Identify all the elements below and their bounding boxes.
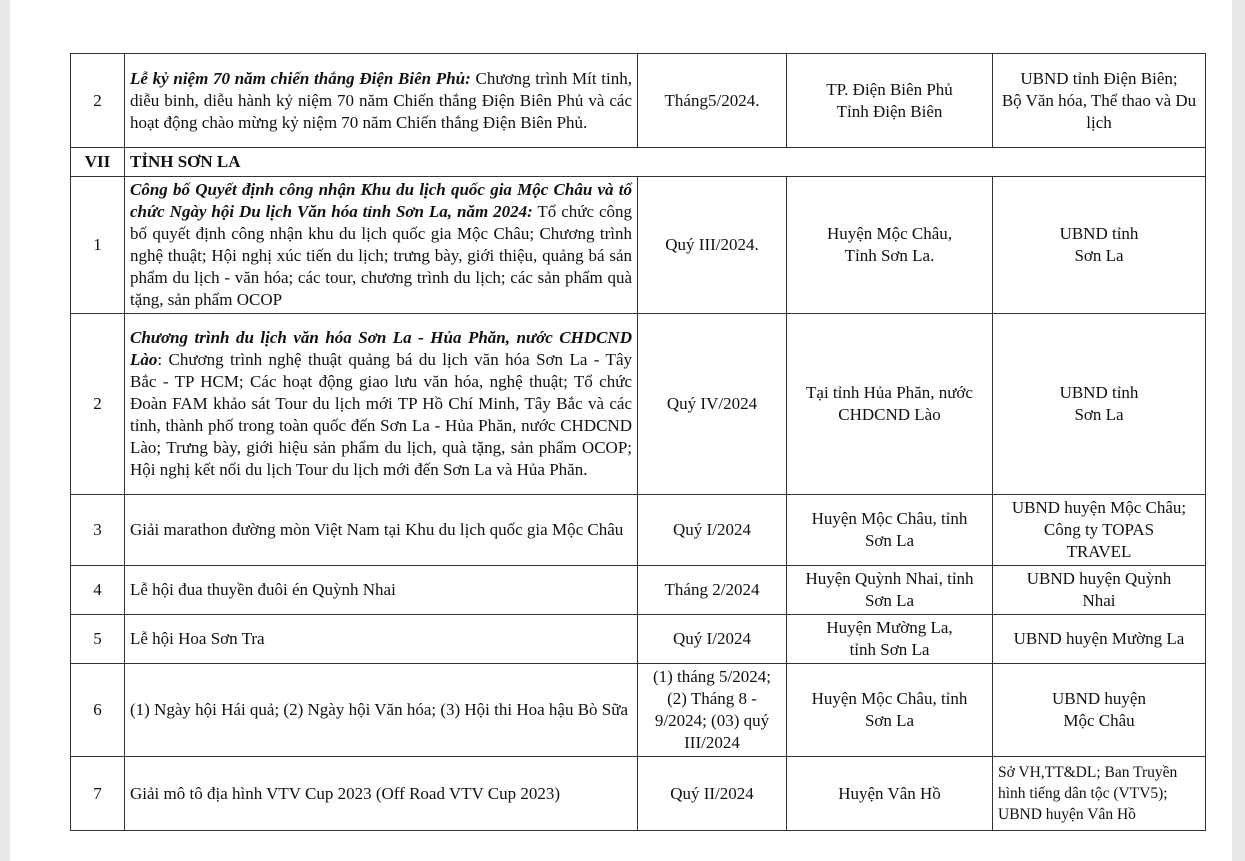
section-row — [71, 148, 1206, 177]
table-row — [71, 566, 1206, 615]
event-organizer: Sở VH,TT&DL; Ban Truyền hình tiếng dân tộc (VTV5); UBND huyện Vân Hồ — [993, 757, 1206, 831]
event-content: (1) Ngày hội Hái quả; (2) Ngày hội Văn hóa; (3) Hội thi Hoa hậu Bò Sữa — [125, 664, 638, 757]
event-place: Huyện Mộc Châu, Tỉnh Sơn La. — [787, 177, 993, 314]
event-description: : Chương trình nghệ thuật quảng bá du lịch văn hóa Sơn La - Tây Bắc - TP HCM; Các hoạt động giao lưu văn hóa, nghệ thuật; Tổ chức Đoàn FAM khảo sát Tour du lịch mới TP Hồ Chí Minh, Tây Bắc và các tỉnh, thành phố trong toàn quốc đến Sơn La - Hủa Phăn, nước CHDCND Lào; Trưng bày, giới hiệu sản phẩm du lịch, quà tặng, sản phẩm OCOP; Hội nghị kết nối du lịch Tour du lịch mới đến Sơn La và Hủa Phăn. — [130, 350, 632, 479]
event-place: Huyện Quỳnh Nhai, tỉnh Sơn La — [787, 566, 993, 615]
event-time: Quý I/2024 — [638, 615, 787, 664]
row-number: 6 — [71, 664, 125, 757]
row-number: 3 — [71, 495, 125, 566]
event-place: TP. Điện Biên Phủ Tỉnh Điện Biên — [787, 54, 993, 148]
table-row — [71, 757, 1206, 831]
row-number: 5 — [71, 615, 125, 664]
table-row — [71, 664, 1206, 757]
row-number: 7 — [71, 757, 125, 831]
event-organizer: UBND huyện Quỳnh Nhai — [993, 566, 1206, 615]
event-content — [125, 177, 638, 314]
table-row — [71, 314, 1206, 495]
event-organizer: UBND tỉnh Sơn La — [993, 177, 1206, 314]
event-place: Huyện Mộc Châu, tỉnh Sơn La — [787, 495, 993, 566]
event-organizer: UBND huyện Mường La — [993, 615, 1206, 664]
event-time: Quý III/2024. — [638, 177, 787, 314]
event-content — [125, 314, 638, 495]
event-organizer: UBND tỉnh Điện Biên; Bộ Văn hóa, Thể thao và Du lịch — [993, 54, 1206, 148]
event-place: Huyện Vân Hồ — [787, 757, 993, 831]
event-time: Tháng5/2024. — [638, 54, 787, 148]
event-content: Lễ hội đua thuyền đuôi én Quỳnh Nhai — [125, 566, 638, 615]
event-table — [70, 53, 1206, 831]
event-time: (1) tháng 5/2024; (2) Tháng 8 - 9/2024; (03) quý III/2024 — [638, 664, 787, 757]
event-content: Lễ hội Hoa Sơn Tra — [125, 615, 638, 664]
table-row — [71, 54, 1206, 148]
event-content: Giải mô tô địa hình VTV Cup 2023 (Off Road VTV Cup 2023) — [125, 757, 638, 831]
event-place: Tại tỉnh Hủa Phăn, nước CHDCND Lào — [787, 314, 993, 495]
event-content — [125, 54, 638, 148]
event-title: Chương trình du lịch văn hóa Sơn La - Hủa Phăn, nước CHDCND Lào — [130, 328, 632, 369]
event-place: Huyện Mộc Châu, tỉnh Sơn La — [787, 664, 993, 757]
event-time: Tháng 2/2024 — [638, 566, 787, 615]
event-title: Lễ kỷ niệm 70 năm chiến thắng Điện Biên Phủ: — [130, 68, 471, 88]
event-description: Tổ chức công bố quyết định công nhận khu du lịch quốc gia Mộc Châu; Chương trình nghệ thuật; Hội nghị xúc tiến du lịch; trưng bày, giới thiệu, quảng bá sản phẩm du lịch - văn hóa; các tour, chương trình du lịch; các sản phẩm quà tặng, sản phẩm OCOP — [130, 202, 632, 309]
document-page — [10, 0, 1232, 861]
event-organizer: UBND huyện Mộc Châu — [993, 664, 1206, 757]
event-title: Công bố Quyết định công nhận Khu du lịch quốc gia Mộc Châu và tổ chức Ngày hội Du lịch Văn hóa tỉnh Sơn La, năm 2024: — [130, 180, 632, 221]
section-number: VII — [71, 148, 125, 177]
event-time: Quý IV/2024 — [638, 314, 787, 495]
event-place: Huyện Mường La, tỉnh Sơn La — [787, 615, 993, 664]
row-number: 2 — [71, 314, 125, 495]
event-time: Quý II/2024 — [638, 757, 787, 831]
table-row — [71, 177, 1206, 314]
row-number: 1 — [71, 177, 125, 314]
table-row — [71, 615, 1206, 664]
event-description: Chương trình Mít tinh, diễu binh, diễu hành kỷ niệm 70 năm Chiến thắng Điện Biên Phủ và các hoạt động chào mừng kỷ niệm 70 năm Chiến thắng Điện Biên Phủ. — [130, 68, 632, 132]
row-number: 4 — [71, 566, 125, 615]
event-organizer: UBND tỉnh Sơn La — [993, 314, 1206, 495]
event-organizer: UBND huyện Mộc Châu; Công ty TOPAS TRAVEL — [993, 495, 1206, 566]
event-time: Quý I/2024 — [638, 495, 787, 566]
event-content: Giải marathon đường mòn Việt Nam tại Khu du lịch quốc gia Mộc Châu — [125, 495, 638, 566]
section-title: TỈNH SƠN LA — [125, 148, 1206, 177]
table-row — [71, 495, 1206, 566]
row-number: 2 — [71, 54, 125, 148]
